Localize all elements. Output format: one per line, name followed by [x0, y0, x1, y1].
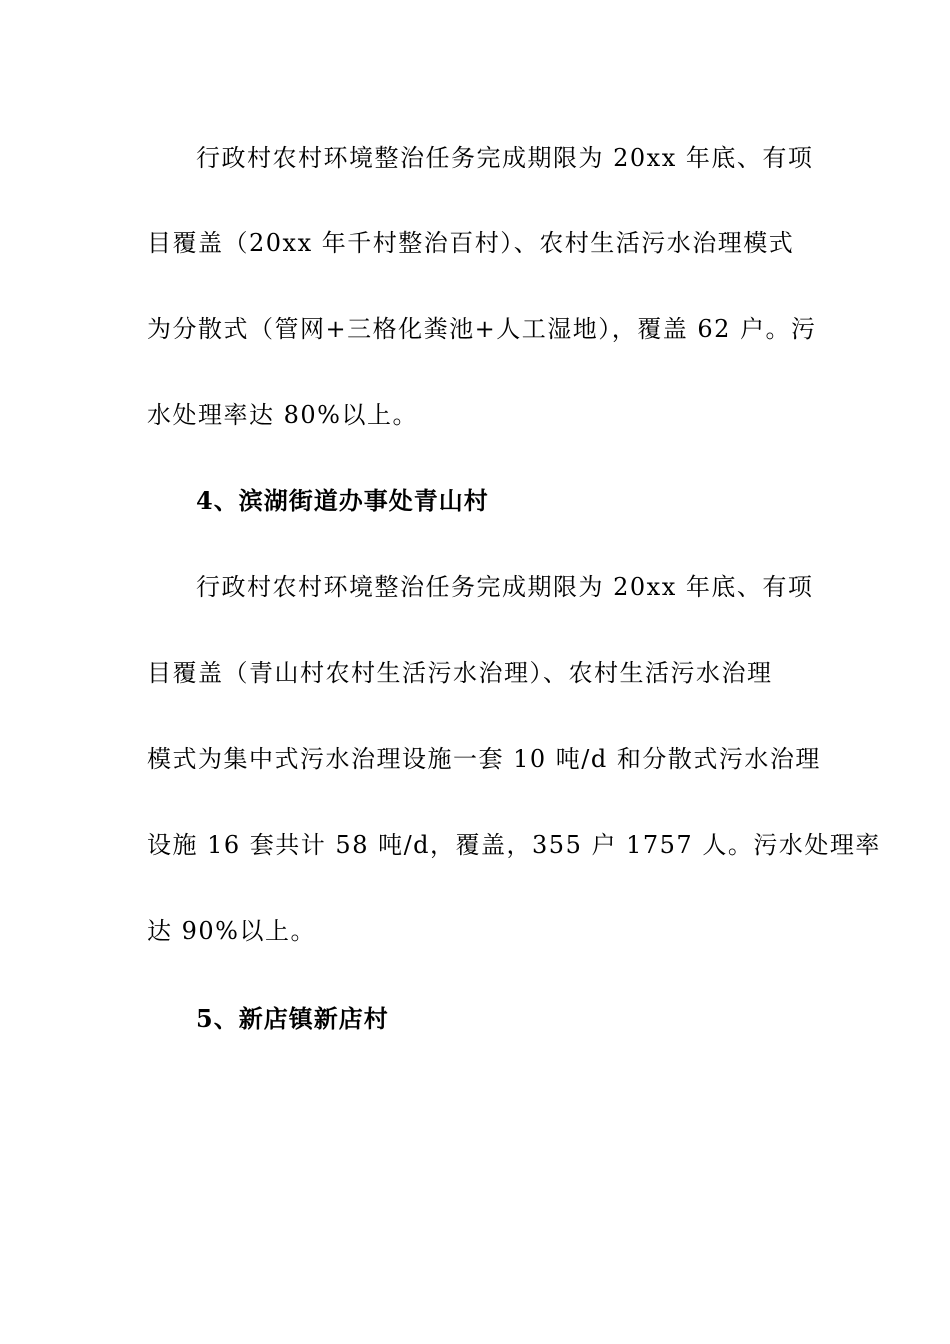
- paragraph-line: 水处理率达 80%以上。: [147, 401, 418, 429]
- section-heading-4: 4、滨湖街道办事处青山村: [196, 486, 489, 515]
- paragraph-line: 模式为集中式污水治理设施一套 10 吨/d 和分散式污水治理: [147, 745, 821, 773]
- paragraph-line: 设施 16 套共计 58 吨/d，覆盖，355 户 1757 人。污水处理率: [147, 831, 881, 859]
- paragraph-line: 目覆盖（青山村农村生活污水治理）、农村生活污水治理: [147, 659, 773, 687]
- paragraph-line: 行政村农村环境整治任务完成期限为 20xx 年底、有项: [196, 144, 814, 172]
- section-heading-5: 5、新店镇新店村: [196, 1004, 389, 1033]
- paragraph-line: 目覆盖（20xx 年千村整治百村）、农村生活污水治理模式: [147, 229, 795, 257]
- paragraph-line: 为分散式（管网+三格化粪池+人工湿地），覆盖 62 户。污: [147, 315, 817, 343]
- paragraph-line: 达 90%以上。: [147, 917, 316, 945]
- paragraph-line: 行政村农村环境整治任务完成期限为 20xx 年底、有项: [196, 573, 814, 601]
